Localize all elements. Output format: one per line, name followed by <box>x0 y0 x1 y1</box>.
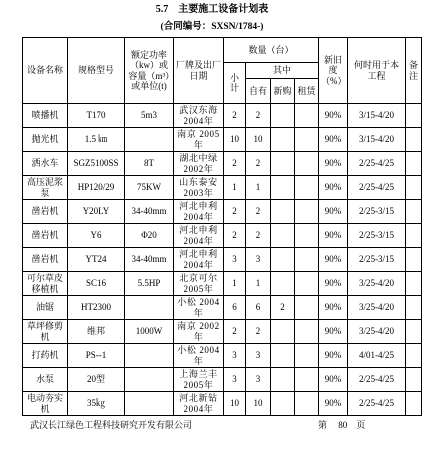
cell-model: SC16 <box>68 272 125 296</box>
cell-name: 高压泥浆泵 <box>23 176 68 200</box>
table-row <box>23 272 422 296</box>
header-model: 规格型号 <box>68 38 125 104</box>
cell-period: 3/15-4/20 <box>348 104 406 128</box>
cell-own: 2 <box>246 200 271 224</box>
cell-condition: 90% <box>319 344 348 368</box>
header-subtotal: 小计 <box>224 63 246 104</box>
cell-brand: 河北申利 2004年 <box>174 224 224 248</box>
table-row <box>23 224 422 248</box>
cell-remark <box>406 320 422 344</box>
cell-period: 2/25-4/25 <box>348 392 406 416</box>
cell-own: 1 <box>246 176 271 200</box>
cell-condition: 90% <box>319 224 348 248</box>
cell-lease <box>295 296 319 320</box>
footer-company: 武汉长江绿色工程科技研究开发有限公司 <box>30 420 193 430</box>
cell-new <box>271 272 295 296</box>
cell-power: 75KW <box>125 176 174 200</box>
cell-subtotal: 10 <box>224 392 246 416</box>
cell-lease <box>295 104 319 128</box>
cell-subtotal: 2 <box>224 200 246 224</box>
cell-power: 34-40mm <box>125 200 174 224</box>
cell-brand: 小松 2004年 <box>174 344 224 368</box>
cell-brand: 武汉东海 2004年 <box>174 104 224 128</box>
cell-brand: 河北新钻 2004年 <box>174 392 224 416</box>
cell-condition: 90% <box>319 296 348 320</box>
equipment-plan-table <box>22 37 422 416</box>
cell-brand: 河北申利 2004年 <box>174 200 224 224</box>
cell-brand: 上海兰丰 2005年 <box>174 368 224 392</box>
cell-name: 喷播机 <box>23 104 68 128</box>
header-of-which: 其中 <box>246 63 319 79</box>
cell-brand: 湖北中绿 2002年 <box>174 152 224 176</box>
cell-condition: 90% <box>319 200 348 224</box>
cell-lease <box>295 272 319 296</box>
cell-name: 洒水车 <box>23 152 68 176</box>
cell-remark <box>406 104 422 128</box>
table-row <box>23 104 422 128</box>
cell-period: 2/25-3/15 <box>348 224 406 248</box>
header-quantity: 数量（台） <box>224 38 319 63</box>
cell-own: 6 <box>246 296 271 320</box>
cell-lease <box>295 128 319 152</box>
cell-remark <box>406 272 422 296</box>
cell-condition: 90% <box>319 152 348 176</box>
cell-lease <box>295 368 319 392</box>
table-row <box>23 200 422 224</box>
cell-brand: 北京可尔 2005年 <box>174 272 224 296</box>
cell-remark <box>406 296 422 320</box>
cell-name: 电动夯实机 <box>23 392 68 416</box>
cell-name: 凿岩机 <box>23 224 68 248</box>
header-brand-date: 厂牌及出厂日期 <box>174 38 224 104</box>
cell-power: Φ20 <box>125 224 174 248</box>
cell-new <box>271 128 295 152</box>
cell-subtotal: 3 <box>224 344 246 368</box>
table-row <box>23 320 422 344</box>
table-row <box>23 368 422 392</box>
cell-new <box>271 200 295 224</box>
cell-remark <box>406 128 422 152</box>
cell-model: 20型 <box>68 368 125 392</box>
cell-power <box>125 128 174 152</box>
cell-remark <box>406 224 422 248</box>
cell-model: 1.5 ㎞ <box>68 128 125 152</box>
cell-subtotal: 10 <box>224 128 246 152</box>
cell-name: 水泵 <box>23 368 68 392</box>
cell-brand: 河北申利 2004年 <box>174 248 224 272</box>
cell-subtotal: 1 <box>224 272 246 296</box>
cell-remark <box>406 392 422 416</box>
cell-name: 油锯 <box>23 296 68 320</box>
cell-new <box>271 152 295 176</box>
cell-power: 5m3 <box>125 104 174 128</box>
cell-own: 2 <box>246 320 271 344</box>
cell-remark <box>406 344 422 368</box>
cell-condition: 90% <box>319 392 348 416</box>
cell-model: HT2300 <box>68 296 125 320</box>
cell-subtotal: 6 <box>224 296 246 320</box>
cell-model: Y6 <box>68 224 125 248</box>
header-remark: 备注 <box>406 38 422 104</box>
cell-power <box>125 344 174 368</box>
cell-lease <box>295 392 319 416</box>
cell-lease <box>295 320 319 344</box>
cell-condition: 90% <box>319 176 348 200</box>
cell-period: 2/25-4/25 <box>348 368 406 392</box>
footer-page-number: 第 80 页 <box>318 420 366 430</box>
cell-new <box>271 224 295 248</box>
cell-brand: 南京 2005年 <box>174 128 224 152</box>
cell-brand: 山东泰安 2003年 <box>174 176 224 200</box>
cell-remark <box>406 152 422 176</box>
cell-period: 2/25-3/15 <box>348 200 406 224</box>
cell-brand: 小松 2004年 <box>174 296 224 320</box>
header-new: 新购 <box>271 79 295 104</box>
table-row <box>23 248 422 272</box>
cell-brand: 南京 2002年 <box>174 320 224 344</box>
contract-number: (合同编号：SXSN/1784-) <box>160 22 264 32</box>
cell-own: 2 <box>246 104 271 128</box>
cell-remark <box>406 248 422 272</box>
header-equipment-name: 设备名称 <box>23 38 68 104</box>
cell-period: 3/15-4/20 <box>348 128 406 152</box>
cell-name: 凿岩机 <box>23 248 68 272</box>
cell-lease <box>295 200 319 224</box>
cell-period: 3/25-4/20 <box>348 272 406 296</box>
cell-new <box>271 104 295 128</box>
cell-power <box>125 368 174 392</box>
cell-condition: 90% <box>319 320 348 344</box>
cell-subtotal: 1 <box>224 176 246 200</box>
cell-condition: 90% <box>319 272 348 296</box>
cell-name: 打药机 <box>23 344 68 368</box>
cell-new <box>271 368 295 392</box>
cell-new <box>271 320 295 344</box>
cell-period: 4/01-4/25 <box>348 344 406 368</box>
cell-period: 3/25-4/20 <box>348 296 406 320</box>
cell-name: 草坪修剪机 <box>23 320 68 344</box>
header-own: 自有 <box>246 79 271 104</box>
cell-power: 34-40mm <box>125 248 174 272</box>
cell-own: 1 <box>246 272 271 296</box>
cell-model: T170 <box>68 104 125 128</box>
cell-model: SGZ5100SS <box>68 152 125 176</box>
cell-power: 5.5HP <box>125 272 174 296</box>
header-condition: 新旧度（%） <box>319 38 348 104</box>
cell-remark <box>406 176 422 200</box>
table-row <box>23 344 422 368</box>
cell-model: 35㎏ <box>68 392 125 416</box>
header-rated-power: 额定功率（kw）或容量（m³）或单位(t) <box>125 38 174 104</box>
cell-power: 8T <box>125 152 174 176</box>
cell-lease <box>295 152 319 176</box>
cell-model: HP120/29 <box>68 176 125 200</box>
cell-period: 3/25-4/20 <box>348 320 406 344</box>
cell-subtotal: 2 <box>224 104 246 128</box>
cell-lease <box>295 344 319 368</box>
table-row <box>23 392 422 416</box>
cell-condition: 90% <box>319 248 348 272</box>
cell-power <box>125 392 174 416</box>
cell-subtotal: 2 <box>224 224 246 248</box>
cell-own: 2 <box>246 152 271 176</box>
cell-new <box>271 344 295 368</box>
cell-name: 抛光机 <box>23 128 68 152</box>
cell-name: 凿岩机 <box>23 200 68 224</box>
cell-model: PS--1 <box>68 344 125 368</box>
cell-condition: 90% <box>319 128 348 152</box>
cell-subtotal: 3 <box>224 248 246 272</box>
cell-condition: 90% <box>319 104 348 128</box>
table-row <box>23 128 422 152</box>
cell-own: 3 <box>246 248 271 272</box>
cell-own: 3 <box>246 344 271 368</box>
cell-subtotal: 2 <box>224 320 246 344</box>
header-lease: 租赁 <box>295 79 319 104</box>
cell-power: 1000W <box>125 320 174 344</box>
cell-model: Y20LY <box>68 200 125 224</box>
cell-new <box>271 176 295 200</box>
cell-model: 维邦 <box>68 320 125 344</box>
cell-own: 3 <box>246 368 271 392</box>
cell-remark <box>406 368 422 392</box>
table-row <box>23 152 422 176</box>
cell-period: 2/25-3/15 <box>348 248 406 272</box>
cell-new <box>271 248 295 272</box>
cell-subtotal: 2 <box>224 152 246 176</box>
cell-new: 2 <box>271 296 295 320</box>
cell-lease <box>295 224 319 248</box>
header-usage-period: 何时用于本工程 <box>348 38 406 104</box>
cell-period: 2/25-4/25 <box>348 176 406 200</box>
cell-model: YT24 <box>68 248 125 272</box>
cell-lease <box>295 248 319 272</box>
cell-power <box>125 296 174 320</box>
cell-name: 可尔草皮移植机 <box>23 272 68 296</box>
cell-condition: 90% <box>319 368 348 392</box>
cell-own: 10 <box>246 392 271 416</box>
cell-period: 2/25-4/25 <box>348 152 406 176</box>
cell-subtotal: 3 <box>224 368 246 392</box>
cell-remark <box>406 200 422 224</box>
table-body <box>23 104 422 416</box>
table-row <box>23 176 422 200</box>
cell-lease <box>295 176 319 200</box>
cell-own: 10 <box>246 128 271 152</box>
table-row <box>23 296 422 320</box>
cell-own: 2 <box>246 224 271 248</box>
page-title: 5.7 主要施工设备计划表 <box>155 4 269 15</box>
cell-new <box>271 392 295 416</box>
